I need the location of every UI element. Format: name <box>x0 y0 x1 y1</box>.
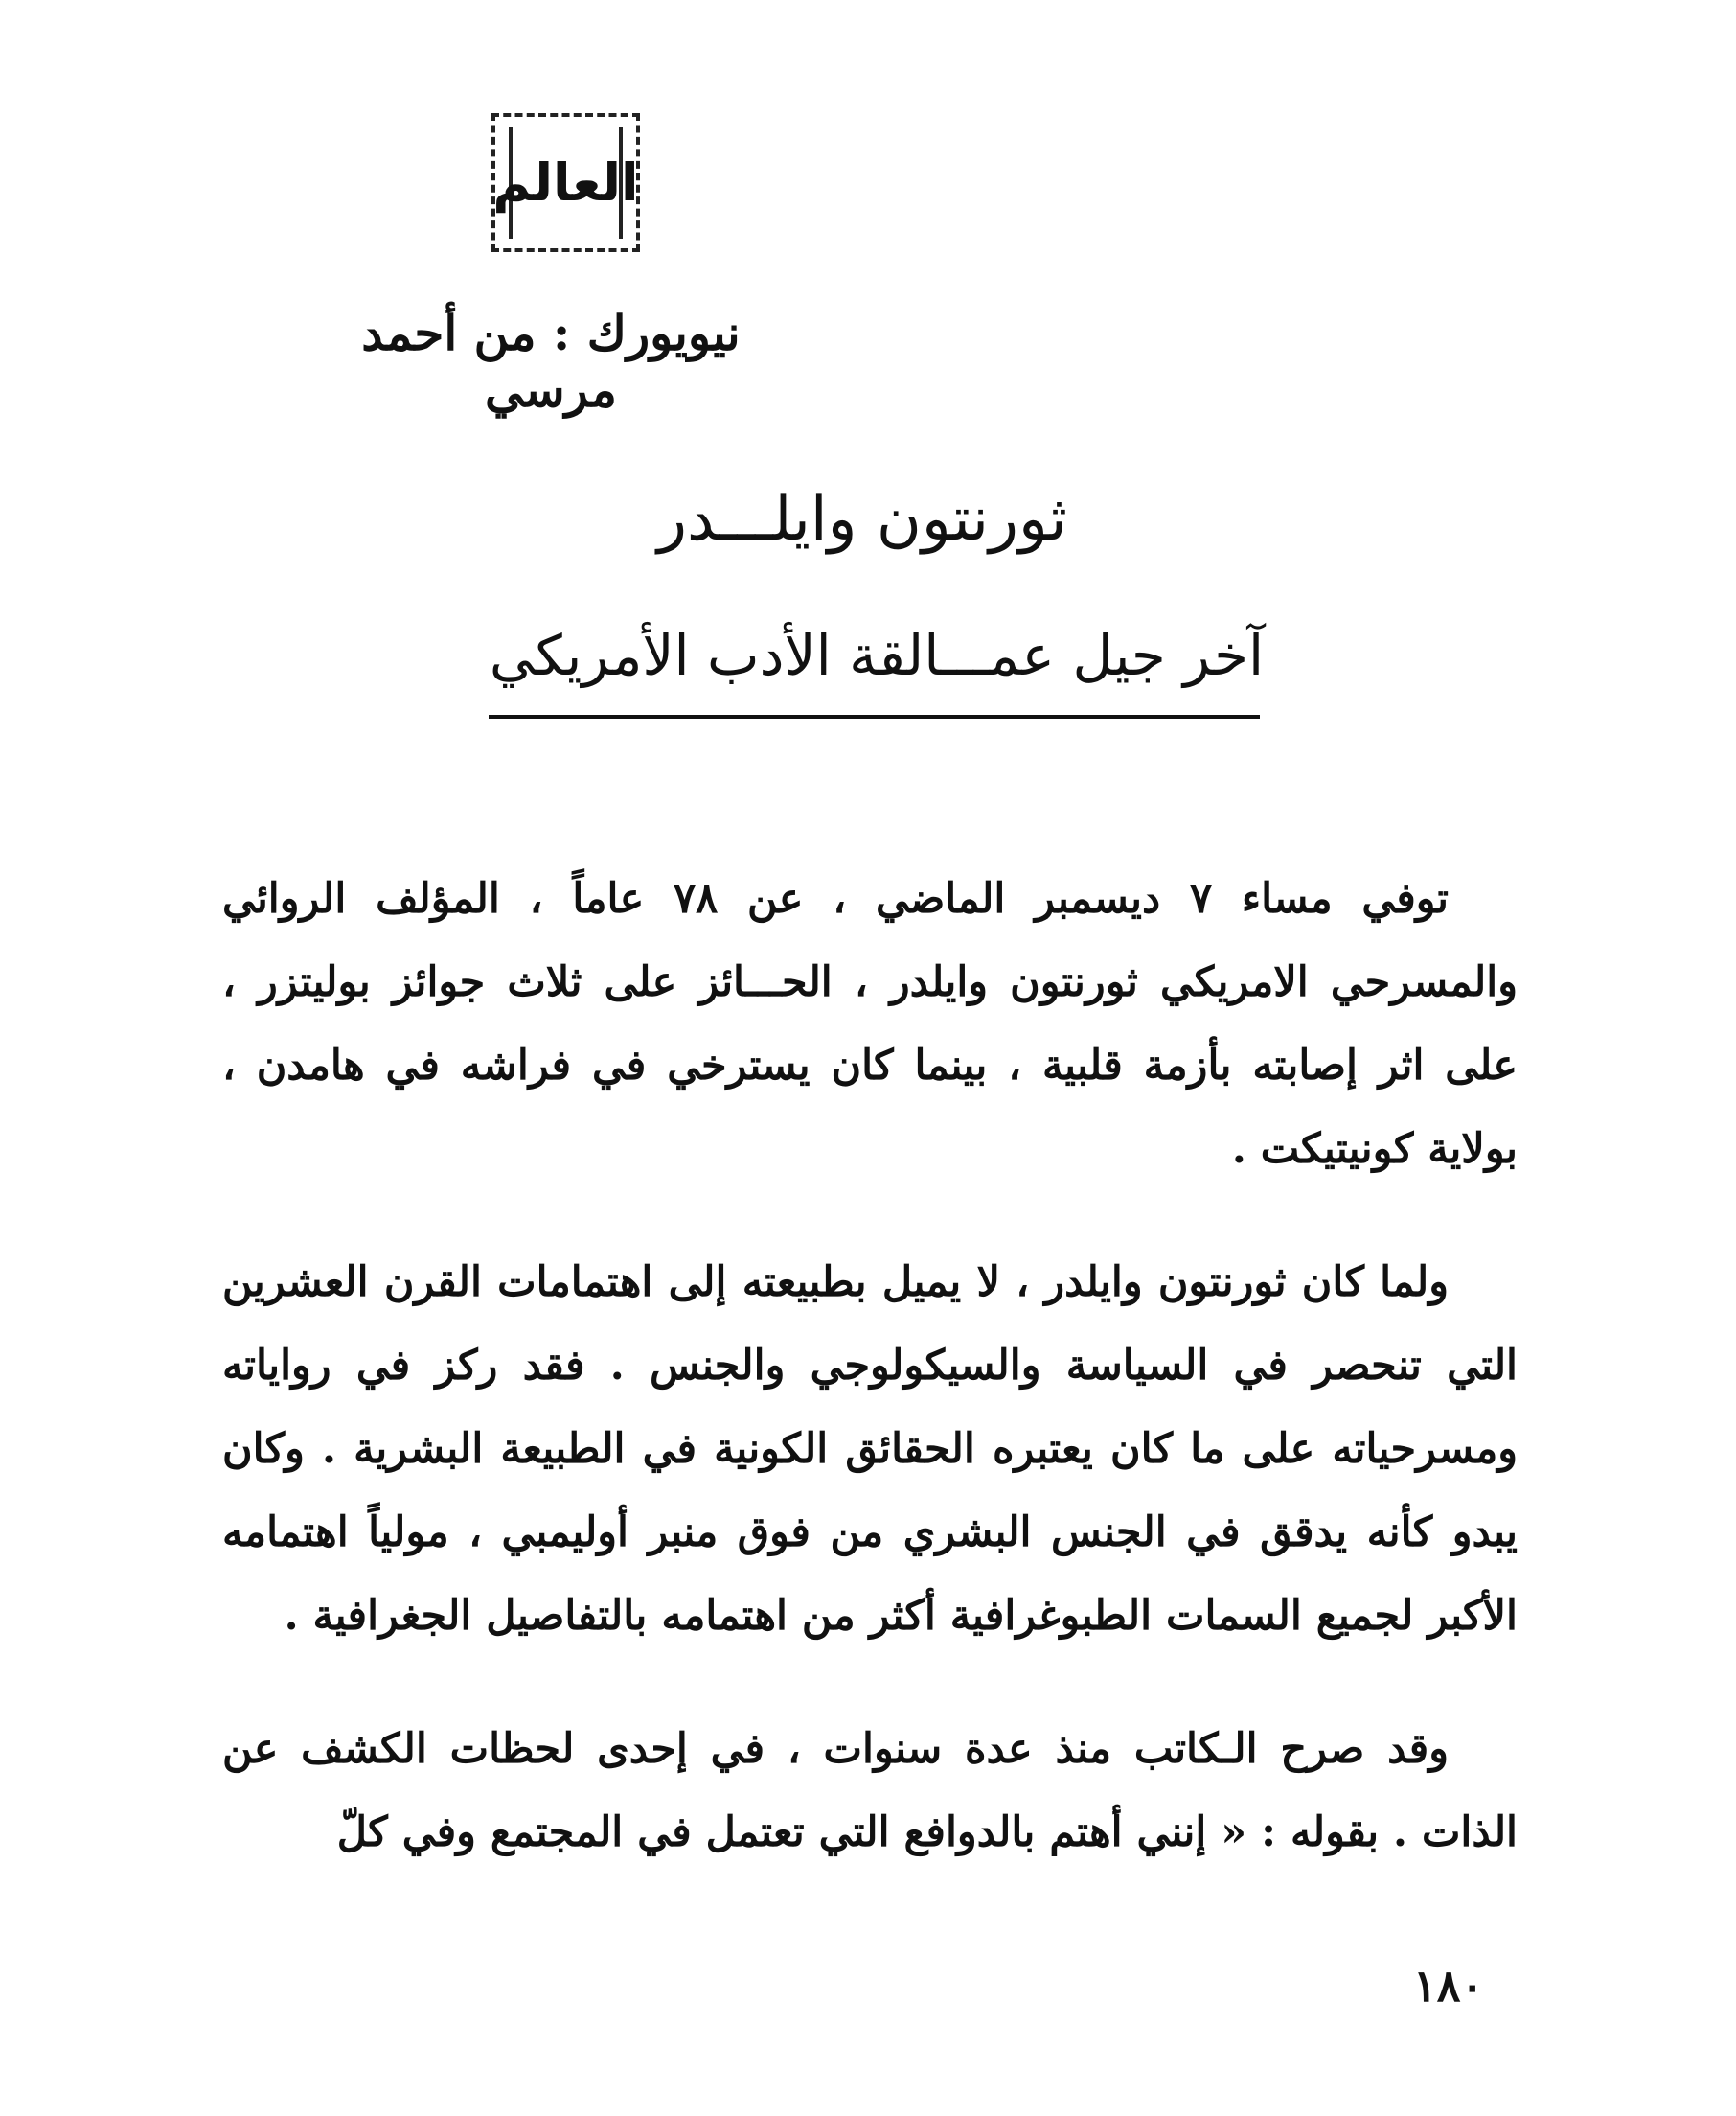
subtitle-underline <box>489 715 1260 719</box>
paragraph-1: توفي مساء ٧ ديسمبر الماضي ، عن ٧٨ عاماً ، المؤلف الروائي والمسرحي الامريكي ثورنتون وايلدر ، الحـــائز على ثلاث جوائز بوليتزر ، على اثر إصابته بأزمة قلبية ، بينما كان يسترخي في فراشه في هامدن ، بولاية كونيتيكت . <box>222 875 1518 1173</box>
page-number: ١٨٠ <box>1413 1960 1485 2012</box>
byline: نيويورك : من أحمد مرسي <box>361 305 741 418</box>
article-body <box>222 858 1518 1924</box>
section-header-box <box>491 113 640 252</box>
paragraph-3: وقد صرح الـكاتب منذ عدة سنوات ، في إحدى لحظات الكشف عن الذات . بقوله : « إنني أهتم بالدوافع التي تعتمل في المجتمع وفي كلّ <box>222 1725 1518 1856</box>
article-subtitle: آخر جيل عمـــالقة الأدب الأمريكي <box>489 623 1265 688</box>
paragraph-2: ولما كان ثورنتون وايلدر ، لا يميل بطبيعته إلى اهتمامات القرن العشرين التي تنحصر في السياسة والسيكولوجي والجنس . فقد ركز في رواياته ومسرحياته على ما كان يعتبره الحقائق الكونية في الطبيعة البشرية . وكان يبدو كأنه يدقق في الجنس البشري من فوق منبر أوليمبي ، مولياً اهتمامه الأكبر لجميع السمات الطبوغرافية أكثر من اهتمامه بالتفاصيل الجغرافية . <box>222 1258 1518 1640</box>
article-title: ثورنتون وايلـــدر <box>657 484 1067 555</box>
section-label: العالم <box>492 152 639 213</box>
